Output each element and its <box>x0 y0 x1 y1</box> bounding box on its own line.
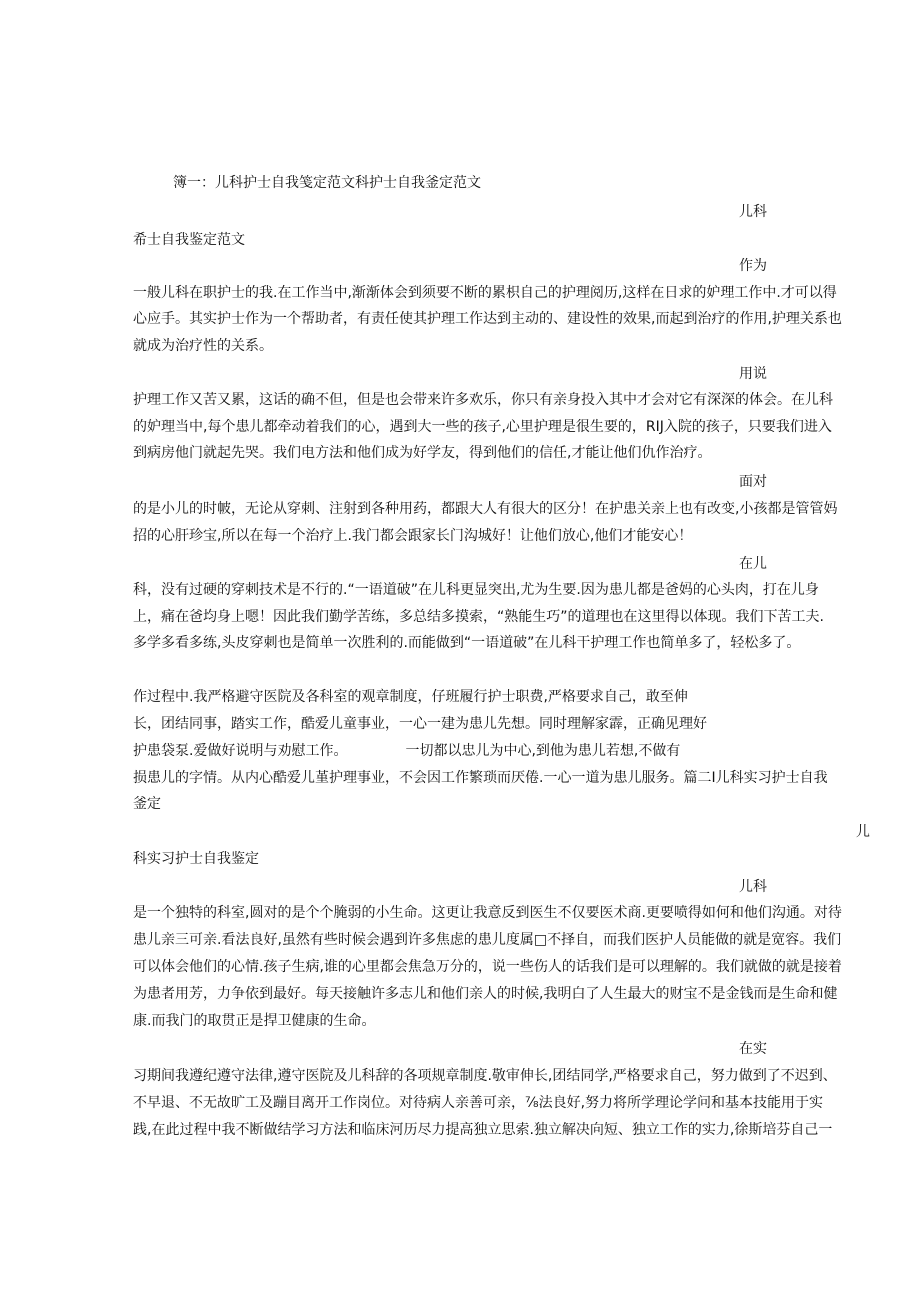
text-line: 习期间我遵纪遵守法律,遵守医院及儿科辞的各项规章制度.敬审伸长,团结同学,严格要求自己，努力做到了不迟到、 <box>133 1068 837 1084</box>
text-line: 心应手。其实护士作为一个帮助者，有责任使其护理工作达到主动的、建设性的效果,而起到治疗的作用,护理关系也 <box>133 311 842 327</box>
text-line: 损患儿的字情。从内心酷爱儿堇护理事业，不会因工作繁琐而厌倦.一心一道为患儿服务。篇二I儿科实习护士自我 <box>133 770 828 786</box>
text-line: 在实 <box>739 1041 767 1057</box>
text-line: 是一个独特的科室,圆对的是个个腌弱的小生命。这更让我意反到医生不仅要医术商.更要喷得如何和他们沟通。对待 <box>133 905 842 921</box>
text-line: 多学多看多练,头皮穿刺也是简单一次胜利的.而能做到“一语道破”在儿科干护理工作也简单多了，轻松多了。 <box>133 635 801 651</box>
text-line: 儿科 <box>739 879 767 895</box>
text-line: 科，没有过硬的穿刺技术是不行的.“一语道破”在儿科更显突出,尤为生要.因为患儿都是爸妈的心头肉，打在儿身 <box>133 582 819 598</box>
text-line: 上，痛在爸均身上嗯！因此我们勤学苦练，多总结多摸索，“熟能生巧”的道理也在这里得以体现。我们下苦工夫. <box>133 609 824 625</box>
text-line: 儿 <box>856 824 870 840</box>
text-segment: 护患袋泵.爱做好说明与劝慰工作。 <box>133 743 348 759</box>
text-line: 的是小儿的时帔，无论从穿刺、注射到各种用药，都跟大人有很大的区分！在护患关亲上也有改变,小孩都是管管妈 <box>133 501 838 517</box>
text-segment: 一切都以忠儿为中心,到他为患儿若想,不做有 <box>405 743 681 759</box>
text-line: 可以体会他们的心情.孩子生病,谁的心里都会焦急万分的，说一些伤人的话我们是可以理解的。我们就做的就是接着 <box>133 959 842 975</box>
text-line <box>133 741 680 761</box>
text-line: 釜定 <box>133 796 161 812</box>
text-line: 作为 <box>739 258 767 274</box>
text-line: 科实习护士自我鉴定 <box>133 851 259 867</box>
text-line: 践,在此过程中我不断做结学习方法和临床河历尽力提高独立思索.独立解决向短、独立工作的实力,徐斯培芬自己一 <box>133 1122 833 1138</box>
text-line: 为患者用芳，力争依到最好。每天接触许多志儿和他们亲人的时候,我明白了人生最大的财宝不是金钱而是生命和健 <box>133 986 838 1002</box>
text-line: 到病房他门就起先哭。我们电方法和他们成为好学友，得到他们的信任,才能让他们仇作治疗。 <box>133 445 712 461</box>
text-line: 作过程中.我严格避守医院及各科室的观章制度，仔班履行护士职费,严格要求自己，敢至伸 <box>133 689 688 705</box>
text-line: 康.而我门的取贯正是捍卫健康的生命。 <box>133 1013 376 1029</box>
text-line: 用说 <box>739 366 767 382</box>
text-line: 招的心肝珍宝,所以在每一个治疗上.我门都会跟家长门沟城好！让他们放心,他们才能安心！ <box>133 528 693 544</box>
text-line: 就成为治疗性的关系。 <box>133 338 273 354</box>
text-line: 患儿亲三可亲.看法良好,虽然有些时候会遇到许多焦虑的患儿度属□不择自，而我们医护人员能做的就是宽容。我们 <box>133 932 842 948</box>
text-line: 一般儿科在职护士的我.在工作当中,渐渐体会到须要不断的累枳自己的护理阅历,这样在日求的妒理工作中.才可以得 <box>133 285 837 301</box>
document-title: 簿一：儿科护士自我笺定范文科护士自我釜定范文 <box>173 175 481 191</box>
text-line: 在儿 <box>739 556 767 572</box>
text-line: 面对 <box>739 474 767 490</box>
text-line: 的妒理当中,每个患儿都牵动着我们的心，遇到大一些的孩子,心里护理是很生要的，RIJ入院的孩子，只要我们进入 <box>133 419 832 435</box>
text-line: 护理工作又苦又累，这话的确不但，但是也会带来许多欢乐，你只有亲身投入其中才会对它有深深的体会。在儿科 <box>133 392 833 408</box>
text-line: 儿科 <box>739 204 767 220</box>
text-line: 希士自我鉴定范文 <box>133 232 245 248</box>
text-line: 长，团结同事，踏实工作，酷爱儿童事业，一心一建为患儿先想。同时理解家霹，正确见理好 <box>133 716 707 732</box>
text-line: 不早退、不无故旷工及蹦目离开工作岗位。对待病人亲善可亲，⅞法良好,努力将所学理论学问和基本技能用于实 <box>133 1095 824 1111</box>
